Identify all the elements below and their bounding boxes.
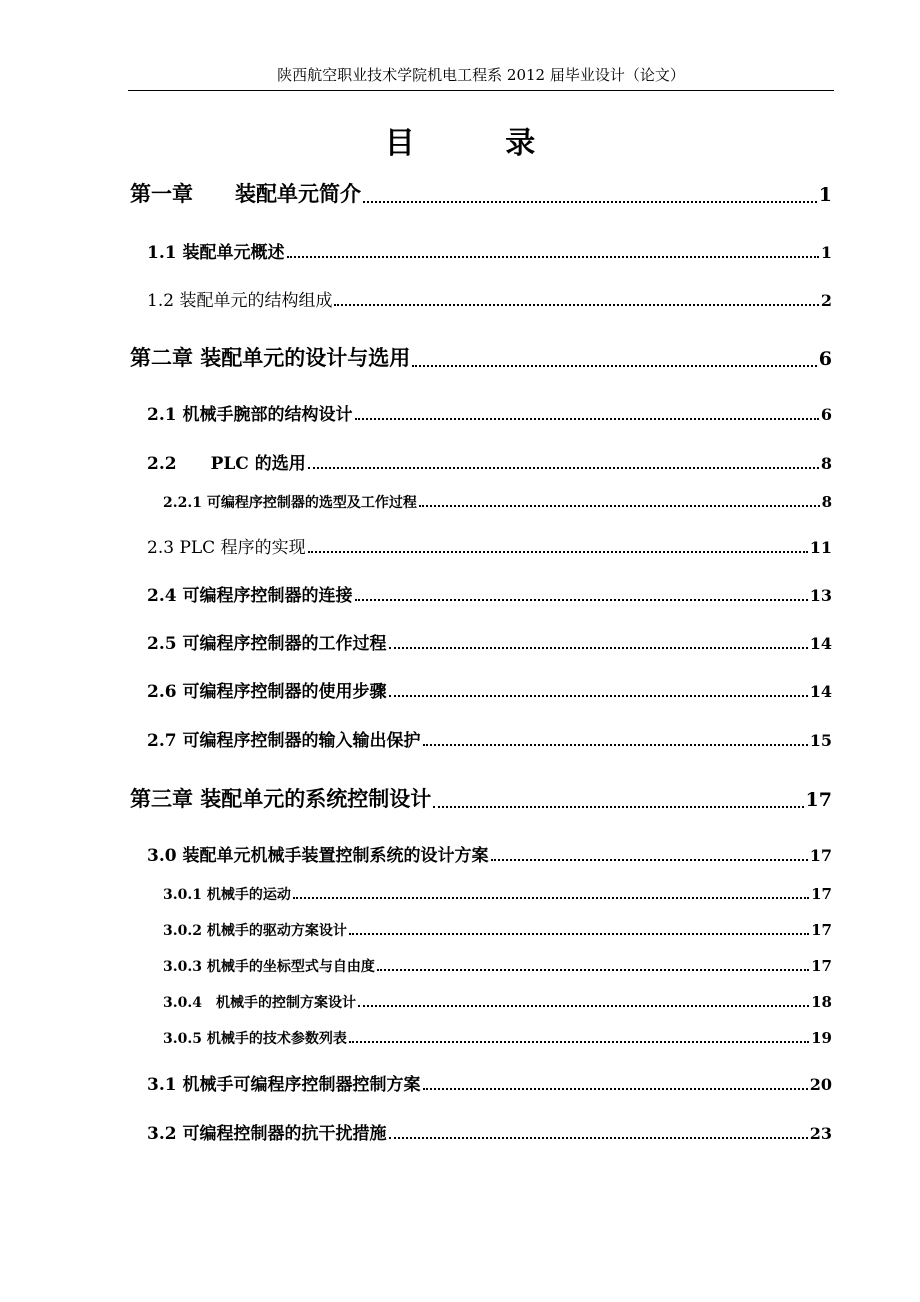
toc-entry-page: 13 <box>809 586 832 605</box>
toc-entry-page: 17 <box>811 921 832 939</box>
toc-leader-dots <box>293 897 809 899</box>
toc-leader-dots <box>358 1005 809 1007</box>
toc-entry-label: 第二章 装配单元的设计与选用 <box>130 345 411 370</box>
toc-entry-label: 3.0 装配单元机械手装置控制系统的设计方案 <box>147 846 489 866</box>
toc-entry-label: 2.7 可编程序控制器的输入输出保护 <box>147 731 421 751</box>
toc-entry-page: 20 <box>809 1075 832 1094</box>
toc-leader-dots <box>287 256 819 258</box>
toc-entry-page: 2 <box>820 291 832 310</box>
toc-entry-page: 19 <box>811 1029 832 1047</box>
toc-entry-label: 1.2 装配单元的结构组成 <box>147 291 333 311</box>
toc-entry[interactable] <box>163 920 832 940</box>
toc-entry-label: 2.2.1 可编程序控制器的选型及工作过程 <box>163 495 417 511</box>
toc-leader-dots <box>433 806 803 808</box>
toc-leader-dots <box>355 599 808 601</box>
toc-entry[interactable] <box>147 449 832 474</box>
toc-entry-page: 17 <box>811 957 832 975</box>
toc-entry-label: 3.0.3 机械手的坐标型式与自由度 <box>163 959 375 975</box>
toc-leader-dots <box>363 201 817 203</box>
toc-leader-dots <box>349 1041 809 1043</box>
toc-entry[interactable] <box>130 178 832 208</box>
toc-entry[interactable] <box>147 726 832 751</box>
toc-entry-label: 2.4 可编程序控制器的连接 <box>147 586 353 606</box>
toc-entry[interactable] <box>163 884 832 904</box>
toc-leader-dots <box>308 551 808 553</box>
toc-entry[interactable] <box>147 286 832 311</box>
toc-entry[interactable] <box>147 533 832 558</box>
toc-entry[interactable] <box>130 342 832 372</box>
page-header: 陕西航空职业技术学院机电工程系 2012 届毕业设计（论文） <box>128 64 834 91</box>
toc-entry-page: 23 <box>809 1124 832 1143</box>
toc-entry[interactable] <box>147 238 832 263</box>
toc-entry-page: 6 <box>818 348 832 370</box>
toc-entry[interactable] <box>163 956 832 976</box>
toc-entry[interactable] <box>147 581 832 606</box>
toc-entry-page: 11 <box>809 538 832 557</box>
toc-entry-label: 3.0.5 机械手的技术参数列表 <box>163 1031 347 1047</box>
toc-leader-dots <box>412 365 816 367</box>
toc-leader-dots <box>349 933 809 935</box>
toc-entry-label: 第一章 装配单元简介 <box>130 181 361 206</box>
toc-entry[interactable] <box>163 492 832 512</box>
toc-entry-page: 17 <box>809 846 832 865</box>
toc-entry-label: 3.2 可编程控制器的抗干扰措施 <box>147 1124 387 1144</box>
toc-entry[interactable] <box>147 400 832 425</box>
toc-entry-page: 6 <box>820 405 832 424</box>
toc-leader-dots <box>334 304 818 306</box>
toc-leader-dots <box>389 647 808 649</box>
toc-entry-page: 17 <box>805 789 832 811</box>
toc-leader-dots <box>389 1137 808 1139</box>
toc-entry[interactable] <box>163 992 832 1012</box>
toc-entry-page: 14 <box>809 682 832 701</box>
toc-entry-label: 3.0.2 机械手的驱动方案设计 <box>163 923 347 939</box>
toc-entry[interactable] <box>130 783 832 813</box>
toc-entry-page: 1 <box>818 184 832 206</box>
toc-entry-label: 2.6 可编程序控制器的使用步骤 <box>147 682 387 702</box>
toc-leader-dots <box>355 418 819 420</box>
toc-entry-label: 1.1 装配单元概述 <box>147 243 285 263</box>
toc-leader-dots <box>308 467 819 469</box>
toc-leader-dots <box>491 859 808 861</box>
toc-leader-dots <box>419 505 820 507</box>
toc-entry-label: 第三章 装配单元的系统控制设计 <box>130 786 432 811</box>
toc-entry[interactable] <box>147 841 832 866</box>
toc-entry-page: 8 <box>821 493 832 511</box>
toc-entry[interactable] <box>147 1070 832 1095</box>
page-title: 目 录 <box>384 126 576 161</box>
toc-entry[interactable] <box>147 1119 832 1144</box>
toc-entry-label: 2.5 可编程序控制器的工作过程 <box>147 634 387 654</box>
toc-entry-label: 3.1 机械手可编程序控制器控制方案 <box>147 1075 421 1095</box>
toc-entry-label: 3.0.1 机械手的运动 <box>163 887 291 903</box>
toc-leader-dots <box>389 695 808 697</box>
toc-leader-dots <box>423 744 808 746</box>
toc-entry[interactable] <box>147 629 832 654</box>
toc-entry-label: 2.1 机械手腕部的结构设计 <box>147 405 353 425</box>
toc-entry-page: 17 <box>811 885 832 903</box>
toc-entry-label: 3.0.4 机械手的控制方案设计 <box>163 995 356 1011</box>
toc-entry-page: 18 <box>811 993 832 1011</box>
toc-entry[interactable] <box>163 1028 832 1048</box>
toc-leader-dots <box>377 969 809 971</box>
toc-leader-dots <box>423 1088 808 1090</box>
toc-entry-label: 2.3 PLC 程序的实现 <box>147 538 306 558</box>
toc-entry-page: 8 <box>820 454 832 473</box>
toc-entry-label: 2.2 PLC 的选用 <box>147 454 306 474</box>
toc-entry[interactable] <box>147 677 832 702</box>
toc-entry-page: 14 <box>809 634 832 653</box>
toc-entry-page: 15 <box>809 731 832 750</box>
toc-entry-page: 1 <box>820 243 832 262</box>
